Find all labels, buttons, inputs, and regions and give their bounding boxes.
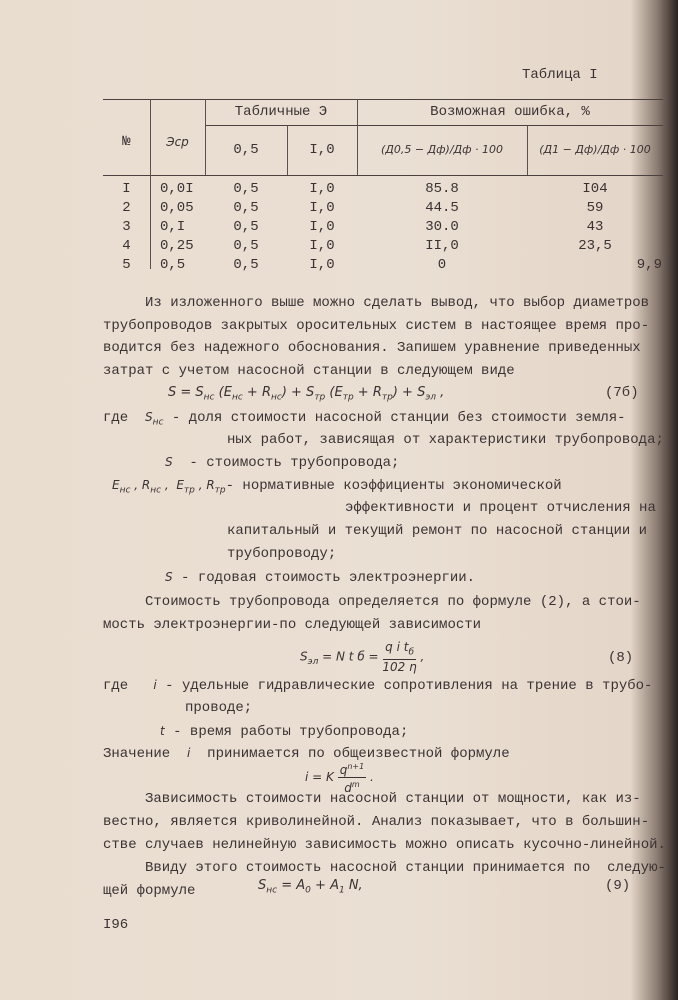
cell: 0,I: [160, 219, 186, 235]
cell: 0,5: [233, 219, 259, 235]
page-number: I96: [103, 917, 129, 933]
cell: 0,25: [160, 238, 194, 254]
cell: I,0: [309, 181, 335, 197]
cell: 0: [437, 257, 447, 273]
equation-8-number: (8): [608, 650, 634, 666]
text-line: Стоимость трубопровода определяется по формуле (2), а стои-: [145, 594, 641, 610]
cell: 0,5: [233, 181, 259, 197]
text-line: ных работ, зависящая от характеристики трубопровода;: [227, 432, 664, 448]
text-line: Значение i принимается по общеизвестной формуле: [103, 746, 510, 762]
cell: I,0: [309, 219, 335, 235]
cell: 23,5: [578, 238, 612, 254]
text-line: трубопроводов закрытых оросительных систем в настоящее время про-: [103, 318, 650, 334]
cell: 0,5: [160, 257, 186, 273]
cell: 0,05: [160, 200, 194, 216]
text-line: вестно, является криволинейной. Анализ показывает, что в большин-: [103, 814, 650, 830]
cell: 0,0I: [160, 181, 194, 197]
cell: 5: [122, 257, 131, 273]
table-caption: Таблица I: [522, 67, 598, 83]
cell: 59: [586, 200, 604, 216]
text-line: t - время работы трубопровода;: [160, 724, 409, 740]
text-line: Из изложенного выше можно сделать вывод, что выбор диаметров: [145, 295, 650, 311]
text-line: щей формуле: [103, 883, 196, 899]
equation-9-number: (9): [605, 878, 631, 894]
equation-9: $S_{нс} = A_0 + A_1$ N,: [258, 878, 363, 896]
cell: I: [122, 181, 131, 197]
text-line: трубопроводу;: [227, 546, 337, 562]
cell: I,0: [309, 238, 335, 254]
text-line: мость электроэнергии-по следующей зависимости: [103, 617, 482, 633]
header-e-avg: Эср: [166, 135, 189, 149]
text-line: водится без надежного обоснования. Запишем уравнение приведенных: [103, 340, 641, 356]
text-line: эффективности и процент отчисления на: [345, 500, 656, 516]
cell: II,0: [425, 238, 459, 254]
cell: 44.5: [425, 200, 459, 216]
equation-7b-number: (7б): [605, 385, 639, 401]
cell: 85.8: [425, 181, 459, 197]
cell: 30.0: [425, 219, 459, 235]
text-line: Зависимость стоимости насосной станции от мощности, как из-: [145, 791, 641, 807]
cell: I04: [582, 181, 608, 197]
cell: 0,5: [233, 200, 259, 216]
cell: 0,5: [233, 257, 259, 273]
header-error-formula-2: (Д1 − Дф)/Дф · 100: [539, 143, 651, 156]
header-error: Возможная ошибка, %: [430, 104, 590, 120]
header-num: №: [122, 134, 131, 150]
text-line: проводе;: [185, 700, 253, 716]
cell: 43: [586, 219, 604, 235]
cell: 3: [122, 219, 131, 235]
equation-7b: $S = S_{нс}$ $(E_{нс} + R_{нс}) + S_{тр}$ $(E_{тр} + R_{тр}) + S_{эл}$ ,: [168, 385, 445, 403]
cell: 9,9: [636, 257, 662, 273]
text-line: Ввиду этого стоимость насосной станции принимается по следую-: [145, 860, 666, 876]
cell: 0,5: [233, 238, 259, 254]
cell: I,0: [309, 257, 335, 273]
text-line: $E_{нс}$ , $R_{нс}$ , $E_{тр}$ , $R_{тр}-$ нормативные коэффициенты экономической: [112, 478, 562, 496]
text-line: S - годовая стоимость электроэнергии.: [165, 570, 476, 586]
header-error-formula-1: (Д0,5 − Дф)/Дф · 100: [380, 143, 504, 156]
equation-8: $S_{эл} = N$ t б = $\frac{q i t_б}{102 \eta}$ ,: [300, 640, 425, 675]
equation-i: i = K $\frac{q^{n+1}}{d^m}$ .: [305, 762, 374, 795]
header-tab-10: I,0: [309, 142, 335, 158]
text-line: где i - удельные гидравлические сопротивления на трение в трубо-: [103, 678, 653, 694]
header-tab-05: 0,5: [233, 142, 259, 158]
text-line: капитальный и текущий ремонт по насосной станции и: [227, 523, 648, 539]
cell: 2: [122, 200, 131, 216]
cell: I,0: [309, 200, 335, 216]
text-line: затрат с учетом насосной станции в следующем виде: [103, 363, 515, 379]
text-line: где $S_{нс}$ - доля стоимости насосной станции без стоимости земля-: [103, 410, 626, 428]
text-line: S - стоимость трубопровода;: [165, 455, 400, 471]
header-tabular: Табличные Э: [234, 104, 328, 120]
cell: 4: [122, 238, 131, 254]
text-line: стве случаев нелинейную зависимость можно описать кусочно-линейной.: [103, 837, 666, 853]
